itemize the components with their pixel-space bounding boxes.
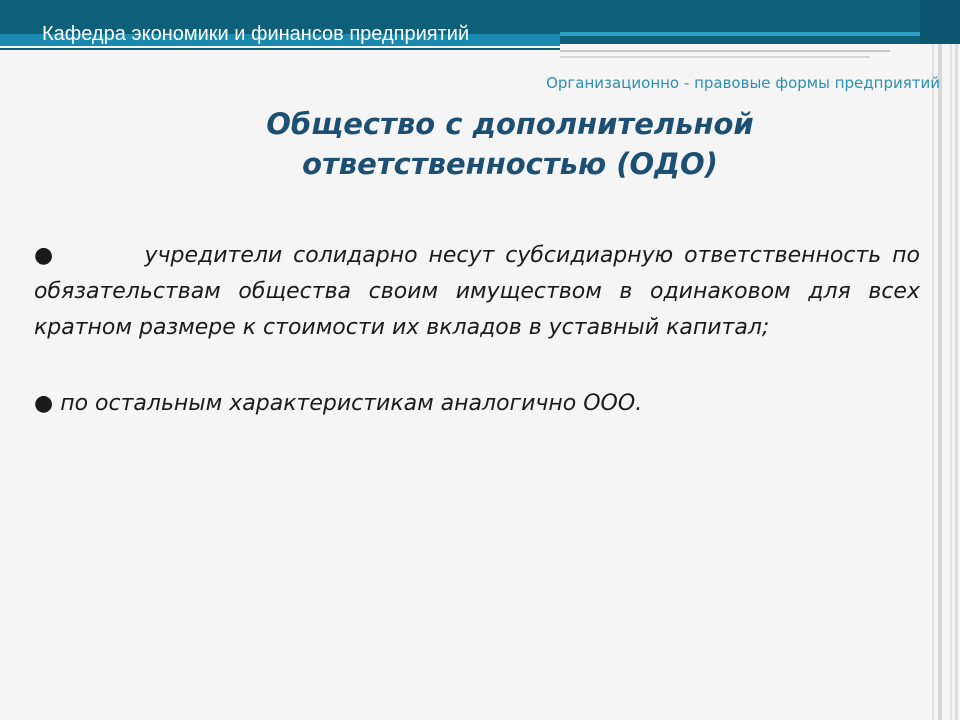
bullet-item-2	[34, 386, 920, 422]
slide-title-line-1: Общество с дополнительной	[266, 107, 754, 141]
divider	[560, 56, 870, 58]
header-corner	[920, 0, 960, 44]
section-subtitle: Организационно - правовые формы предприятий	[546, 74, 940, 92]
slide-title	[130, 104, 890, 184]
header-stripe-right	[560, 32, 960, 36]
slide-title-line-2: ответственностью (ОДО)	[302, 147, 718, 181]
bullet-text: учредители солидарно несут субсидиарную ответственность по обязательствам общества своим имуществом в одинаковом для всех кратном размере к стоимости их вкладов в уставный капитал;	[34, 243, 920, 340]
department-title: Кафедра экономики и финансов предприятий	[42, 23, 470, 45]
bullet-text: по остальным характеристикам аналогично ООО.	[60, 391, 643, 416]
slide-body	[34, 238, 920, 422]
divider	[560, 50, 890, 52]
divider	[0, 48, 560, 50]
bullet-marker: ●	[34, 243, 58, 268]
bullet-item-1	[34, 238, 920, 346]
bullet-marker: ●	[34, 391, 54, 416]
decorative-right-bars	[920, 0, 960, 720]
